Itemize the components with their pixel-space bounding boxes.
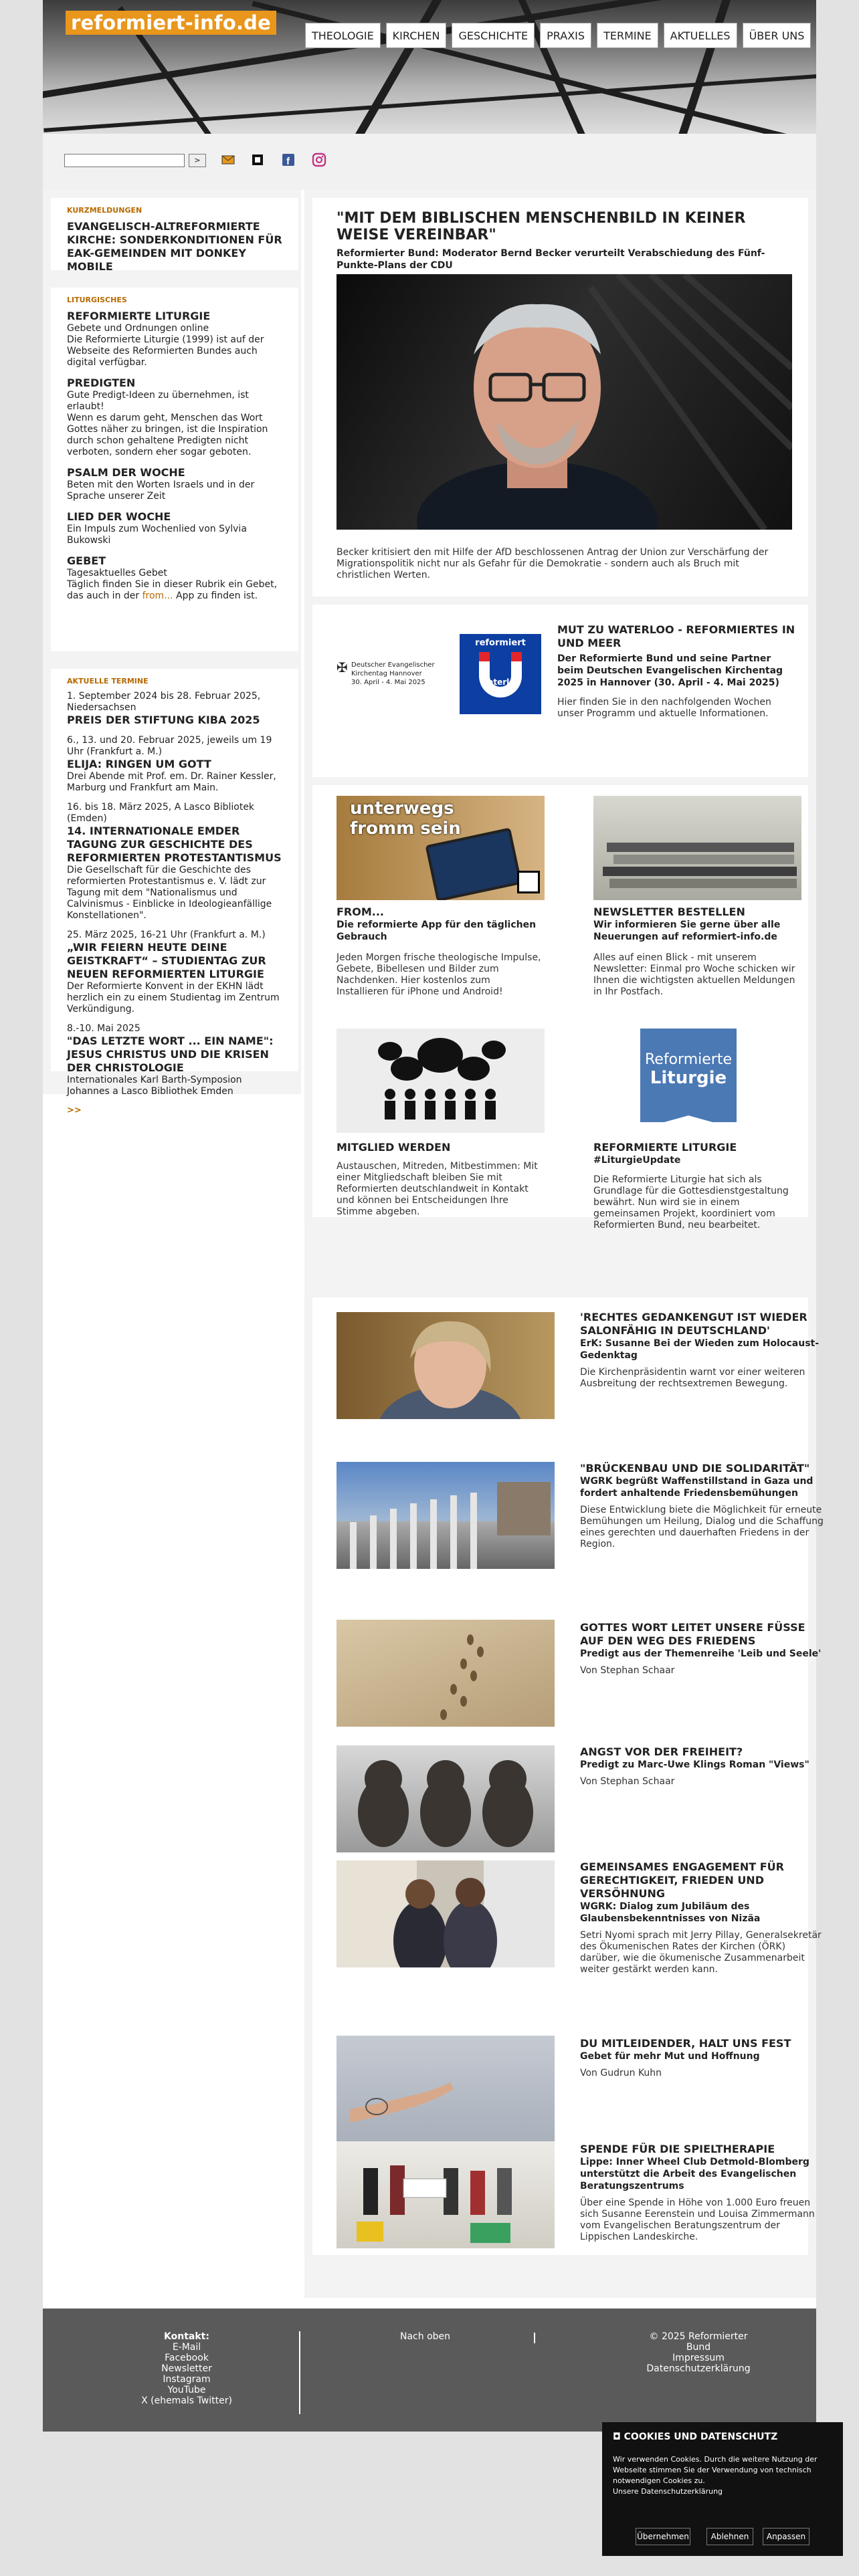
toolbar bbox=[43, 134, 816, 190]
mitglied-tile bbox=[337, 1141, 545, 1218]
nav-termine[interactable]: TERMINE bbox=[597, 23, 658, 48]
reformiert-waterloo-logo[interactable]: reformiert waterloo bbox=[460, 634, 541, 714]
svg-text:f: f bbox=[286, 156, 290, 167]
news-title[interactable]: "BRÜCKENBAU UND DIE SOLIDARITÄT" bbox=[580, 1462, 810, 1475]
termine-heading: AKTUELLE TERMINE bbox=[67, 677, 149, 685]
termin-title[interactable]: ELIJA: RINGEN UM GOTT bbox=[67, 758, 211, 770]
news-image[interactable] bbox=[337, 1745, 555, 1852]
news-text: Von Stephan Schaar bbox=[580, 1776, 675, 1787]
kirchentag-text: Hier finden Sie in den nachfolgenden Wochen unser Programm und aktuelle Informationen. bbox=[557, 697, 771, 719]
termin-title[interactable]: 14. INTERNATIONALE EMDER TAGUNG ZUR GESCHICHTE DES REFORMIERTEN PROTESTANTISMUS bbox=[67, 825, 282, 864]
news-title[interactable]: GOTTES WORT LEITET UNSERE FÜSSE AUF DEN WEG DES FRIEDENS bbox=[580, 1621, 805, 1647]
news-title[interactable]: ANGST VOR DER FREIHEIT? bbox=[580, 1745, 743, 1758]
cookie-privacy-link[interactable]: Unsere Datenschutzerklärung bbox=[613, 2487, 723, 2496]
kirchentag-subtitle: Der Reformierte Bund und seine Partner beim Deutschen Evangelischen Kirchentag 2025 in Hannover (30. April - 4. Mai 2025) bbox=[557, 653, 783, 688]
tile-title[interactable]: NEWSLETTER BESTELLEN bbox=[593, 905, 745, 918]
news-item bbox=[580, 1745, 826, 1788]
nav-ueber-uns[interactable]: ÜBER UNS bbox=[743, 23, 812, 48]
news-subtitle: ErK: Susanne Bei der Wieden zum Holocaust-Gedenktag bbox=[580, 1338, 820, 1361]
lit-item-title[interactable]: LIED DER WOCHE bbox=[67, 510, 171, 523]
header bbox=[43, 0, 816, 134]
page bbox=[43, 0, 824, 2432]
footer-youtube-link[interactable]: YouTube bbox=[167, 2385, 206, 2395]
mail-icon[interactable] bbox=[221, 152, 235, 167]
news-subtitle: WGRK begrüßt Waffenstillstand in Gaza und fordert anhaltende Friedensbemühungen bbox=[580, 1476, 814, 1499]
from-app-link[interactable]: from... bbox=[142, 591, 173, 601]
termine-box bbox=[51, 669, 298, 1115]
cookie-banner bbox=[602, 2422, 843, 2556]
more-termine-link[interactable]: >> bbox=[67, 1105, 82, 1115]
footer-facebook-link[interactable]: Facebook bbox=[165, 2353, 209, 2363]
termin-date: 8.-10. Mai 2025 bbox=[67, 1023, 140, 1034]
tile-title[interactable]: MITGLIED WERDEN bbox=[337, 1141, 451, 1154]
news-item bbox=[580, 2143, 826, 2243]
termin-title[interactable]: PREIS DER STIFTUNG KIBA 2025 bbox=[67, 714, 260, 726]
lit-item-text: Gebete und Ordnungen online Die Reformierte Liturgie (1999) ist auf der Webseite des Reformierten Bundes auch digital verfügbar. bbox=[67, 323, 264, 368]
liturgie-tile bbox=[593, 1141, 801, 1231]
lit-item-title[interactable]: GEBET bbox=[67, 554, 106, 567]
termin-text: Internationales Karl Barth-Symposion Johannes a Lasco Bibliothek Emden bbox=[67, 1075, 242, 1097]
news-subtitle: Predigt aus der Themenreihe 'Leib und Seele' bbox=[580, 1648, 822, 1659]
news-title[interactable]: SPENDE FÜR DIE SPIELTHERAPIE bbox=[580, 2143, 775, 2155]
main-column bbox=[304, 190, 824, 2298]
footer-legal: © 2025 Reformierter Bund Impressum Datenschutzerklärung bbox=[645, 2331, 752, 2374]
newsletter-icon[interactable] bbox=[250, 152, 265, 167]
tile-text: Jeden Morgen frische theologische Impulse, Gebete, Bibellesen und Bilder zum Nachdenken. Hier kostenlos zum Installieren für iPhone und Android! bbox=[337, 952, 541, 997]
cookie-text: Wir verwenden Cookies. Durch die weitere Nutzung der Webseite stimmen Sie der Verwendung von technisch notwendigen Cookies zu. bbox=[613, 2455, 818, 2485]
news-text: Von Stephan Schaar bbox=[580, 1665, 675, 1676]
tile-text: Die Reformierte Liturgie hat sich als Grundlage für die Gottesdienstgestaltung bewährt. Nun wird sie in einem gemeinsamen Projekt, koordiniert vom Reformierten Bund, neu bearbeitet. bbox=[593, 1174, 789, 1230]
from-app-tile bbox=[337, 905, 545, 998]
termin-text: Der Reformierte Konvent in der EKHN lädt herzlich ein zu einem Studientag im Zentrum Verkündigung. bbox=[67, 981, 280, 1014]
hero-article bbox=[312, 198, 808, 597]
liturgisches-heading: LITURGISCHES bbox=[67, 296, 127, 304]
footer-email-link[interactable]: E-Mail bbox=[172, 2342, 201, 2353]
nav-aktuelles[interactable]: AKTUELLES bbox=[664, 23, 737, 48]
lit-item-text: Beten mit den Worten Israels und in der Sprache unserer Zeit bbox=[67, 479, 255, 502]
lit-item-title[interactable]: REFORMIERTE LITURGIE bbox=[67, 310, 211, 322]
footer-x-link[interactable]: X (ehemals Twitter) bbox=[141, 2395, 232, 2406]
news-text: Diese Entwicklung biete die Möglichkeit für erneute Bemühungen um Heilung, Dialog und die Schaffung eines gerechten und dauerhaften Friedens in der Region. bbox=[580, 1505, 824, 1549]
termin-text: Drei Abende mit Prof. em. Dr. Rainer Kessler, Marburg und Frankfurt am Main. bbox=[67, 771, 276, 793]
kirchentag-article bbox=[312, 605, 808, 777]
cookie-reject-button[interactable]: Ablehnen bbox=[706, 2528, 753, 2545]
back-to-top-link[interactable]: Nach oben bbox=[400, 2331, 451, 2342]
nav-geschichte[interactable]: GESCHICHTE bbox=[452, 23, 535, 48]
tile-subtitle: Wir informieren Sie gerne über alle Neuerungen auf reformiert-info.de bbox=[593, 920, 781, 942]
footer bbox=[43, 2309, 816, 2432]
nav-theologie[interactable]: THEOLOGIE bbox=[305, 23, 381, 48]
news-subtitle: WGRK: Dialog zum Jubiläum des Glaubensbekenntnisses von Nizäa bbox=[580, 1901, 761, 1924]
teaser-tiles bbox=[312, 785, 808, 1230]
hero-title[interactable]: "MIT DEM BIBLISCHEN MENSCHENBILD IN KEINER WEISE VEREINBAR" bbox=[337, 210, 746, 243]
hero-subtitle: Reformierter Bund: Moderator Bernd Becker verurteilt Verabschiedung des Fünf-Punkte-Plans der CDU bbox=[337, 248, 765, 271]
news-image[interactable] bbox=[337, 1860, 555, 1967]
news-title[interactable]: GEMEINSAMES ENGAGEMENT FÜR GERECHTIGKEIT, FRIEDEN UND VERSÖHNUNG bbox=[580, 1860, 784, 1900]
cookie-title: ◘ COOKIES UND DATENSCHUTZ bbox=[613, 2432, 778, 2442]
lit-item-text: Tagesaktuelles Gebet Täglich finden Sie in dieser Rubrik ein Gebet, das auch in der from... App zu finden ist. bbox=[67, 568, 278, 601]
news-subtitle: Gebet für mehr Mut und Hoffnung bbox=[580, 2051, 760, 2062]
mitglied-image[interactable] bbox=[337, 1029, 545, 1133]
news-list bbox=[312, 1297, 824, 2255]
termin-title[interactable]: „WIR FEIERN HEUTE DEINE GEISTKRAFT“ – STUDIENTAG ZUR NEUEN REFORMIERTEN LITURGIE bbox=[67, 941, 266, 980]
lit-item-text: Gute Predigt-Ideen zu übernehmen, ist erlaubt! Wenn es darum geht, Menschen das Wort Gottes näher zu bringen, ist die Inspiration durch schon gehaltene Predigten nicht verboten, sondern eher sogar geboten. bbox=[67, 390, 268, 457]
tile-subtitle: Die reformierte App für den täglichen Gebrauch bbox=[337, 920, 537, 942]
news-text: Setri Nyomi sprach mit Jerry Pillay, Generalsekretär des Ökumenischen Rates der Kirchen (ÖRK) darüber, wie die ökumenische Zusammenarbeit weiter gestärkt werden kann. bbox=[580, 1930, 822, 1975]
news-title[interactable]: 'RECHTES GEDANKENGUT IST WIEDER SALONFÄHIG IN DEUTSCHLAND' bbox=[580, 1311, 807, 1337]
footer-newsletter-link[interactable]: Newsletter bbox=[161, 2363, 212, 2374]
news-item bbox=[580, 2037, 826, 2079]
kurzmeldung-title[interactable]: EVANGELISCH-ALTREFORMIERTE KIRCHE: SONDERKONDITIONEN FÜR EAK-GEMEINDEN MIT DONKEY MOBILE bbox=[67, 220, 282, 273]
hero-text: Becker kritisiert den mit Hilfe der AfD beschlossenen Antrag der Union zur Verschärfung der Migrationspolitik nicht nur als Gefahr für die Demokratie - sondern auch als Bruch mit christlichen Werten. bbox=[337, 547, 769, 580]
termin-date: 16. bis 18. März 2025, A Lasco Bibliotek (Emden) bbox=[67, 802, 255, 824]
news-item bbox=[580, 1860, 826, 1975]
lit-item-title[interactable]: PREDIGTEN bbox=[67, 377, 136, 389]
footer-instagram-link[interactable]: Instagram bbox=[163, 2374, 211, 2385]
impressum-link[interactable]: Impressum bbox=[672, 2353, 725, 2363]
kurzmeldungen-heading: KURZMELDUNGEN bbox=[67, 206, 142, 215]
cookie-adjust-button[interactable]: Anpassen bbox=[763, 2528, 809, 2545]
facebook-icon[interactable] bbox=[281, 152, 296, 167]
news-image[interactable] bbox=[337, 2036, 555, 2143]
instagram-icon[interactable] bbox=[312, 152, 326, 167]
site-logo[interactable]: reformiert-info.de bbox=[66, 11, 276, 35]
newsletter-image[interactable] bbox=[593, 796, 801, 900]
search-button[interactable]: > bbox=[189, 154, 206, 167]
tile-text: Austauschen, Mitreden, Mitbestimmen: Mit einer Mitgliedschaft bleiben Sie mit Reformierten deutschlandweit in Kontakt und können bei Entscheidungen Ihre Stimme abgeben. bbox=[337, 1161, 538, 1217]
news-image[interactable] bbox=[337, 1462, 555, 1569]
news-title[interactable]: DU MITLEIDENDER, HALT UNS FEST bbox=[580, 2037, 791, 2050]
main-nav bbox=[305, 23, 811, 48]
nav-kirchen[interactable]: KIRCHEN bbox=[386, 23, 447, 48]
footer-contact: Kontakt: E-Mail Facebook Newsletter Instagram YouTube X (ehemals Twitter) bbox=[136, 2331, 237, 2406]
from-app-image[interactable]: unterwegs fromm sein bbox=[337, 796, 545, 900]
news-item bbox=[580, 1311, 826, 1390]
lit-item-text: Ein Impuls zum Wochenlied von Sylvia Bukowski bbox=[67, 524, 247, 546]
tile-title[interactable]: REFORMIERTE LITURGIE bbox=[593, 1141, 737, 1154]
termin-title[interactable]: "DAS LETZTE WORT ... EIN NAME": JESUS CHRISTUS UND DIE KRISEN DER CHRISTOLOGIE bbox=[67, 1035, 274, 1074]
news-item bbox=[580, 1621, 826, 1677]
shield-icon: ◘ bbox=[613, 2432, 624, 2442]
news-text: Von Gudrun Kuhn bbox=[580, 2068, 662, 2078]
lit-item-title[interactable]: PSALM DER WOCHE bbox=[67, 466, 185, 479]
termin-date: 25. März 2025, 16-21 Uhr (Frankfurt a. M.) bbox=[67, 930, 266, 940]
termin-text: Die Gesellschaft für die Geschichte des reformierten Protestantismus e. V. lädt zur Tagung mit dem "Nationalismus und Calvinismus - Einblicke in Ideologieanfällige Konstellationen". bbox=[67, 865, 272, 921]
news-subtitle: Lippe: Inner Wheel Club Detmold-Blomberg unterstützt die Arbeit des Evangelischen Beratungszentrums bbox=[580, 2157, 809, 2191]
search-input[interactable] bbox=[64, 154, 185, 167]
kirchentag-title[interactable]: MUT ZU WATERLOO - REFORMIERTES IN UND MEER bbox=[557, 623, 795, 649]
tile-title[interactable]: FROM... bbox=[337, 905, 385, 918]
footer-divider bbox=[534, 2333, 535, 2343]
nav-praxis[interactable]: PRAXIS bbox=[540, 23, 591, 48]
liturgisches-box bbox=[51, 288, 298, 651]
kurzmeldungen-box bbox=[51, 198, 298, 273]
tile-subtitle: #LiturgieUpdate bbox=[593, 1155, 681, 1166]
hero-portrait-image[interactable] bbox=[337, 274, 792, 530]
news-image[interactable] bbox=[337, 1620, 555, 1727]
tile-text: Alles auf einen Blick - mit unserem Newsletter: Einmal pro Woche schicken wir Ihnen die wichtigsten aktuellen Meldungen in Ihr Postfach. bbox=[593, 952, 795, 997]
cookie-accept-button[interactable]: Übernehmen bbox=[636, 2528, 690, 2545]
news-image[interactable] bbox=[337, 2141, 555, 2248]
termin-date: 6., 13. und 20. Februar 2025, jeweils um 19 Uhr (Frankfurt a. M.) bbox=[67, 735, 272, 757]
news-image[interactable] bbox=[337, 1312, 555, 1419]
news-text: Die Kirchenpräsidentin warnt vor einer weiteren Ausbreitung der rechtsextremen Bewegung. bbox=[580, 1367, 805, 1389]
newsletter-tile bbox=[593, 905, 801, 998]
kirchentag-logo[interactable]: ✠ Deutscher Evangelischer Kirchentag Hannover 30. April - 4. Mai 2025 bbox=[337, 651, 457, 697]
datenschutz-link[interactable]: Datenschutzerklärung bbox=[646, 2363, 751, 2374]
liturgie-logo-image[interactable]: Reformierte Liturgie bbox=[640, 1029, 737, 1122]
news-subtitle: Predigt zu Marc-Uwe Klings Roman "Views" bbox=[580, 1759, 809, 1770]
termin-date: 1. September 2024 bis 28. Februar 2025, Niedersachsen bbox=[67, 691, 261, 713]
news-item bbox=[580, 1462, 826, 1550]
left-column bbox=[43, 190, 301, 1115]
news-text: Über eine Spende in Höhe von 1.000 Euro freuen sich Susanne Eerenstein und Louisa Zimmermann vom Evangelischen Beratungszentrum der Lippischen Landeskirche. bbox=[580, 2197, 815, 2242]
kirchentag-content bbox=[557, 623, 795, 720]
footer-divider bbox=[299, 2331, 300, 2414]
